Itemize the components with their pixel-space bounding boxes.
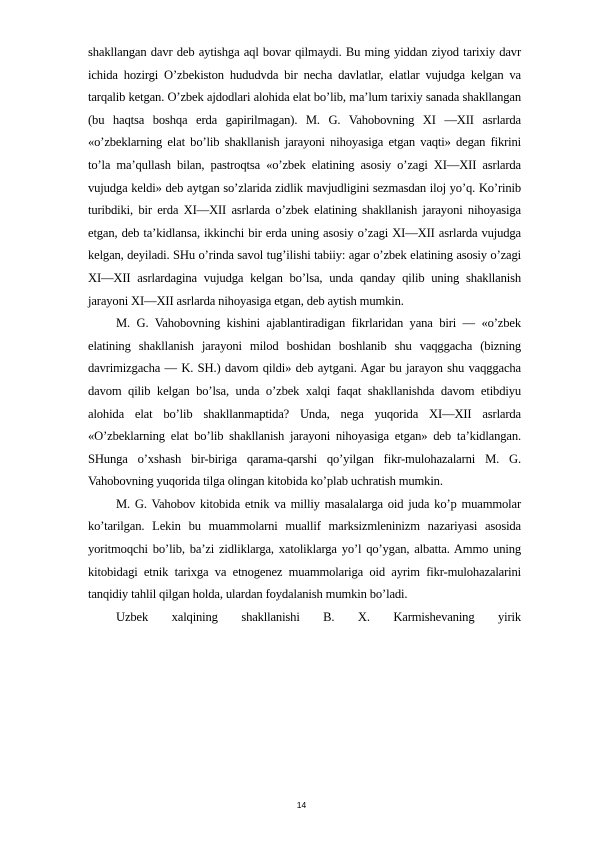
- paragraph-4: Uzbek xalqining shakllanishi B. X. Karmishevaning yirik: [116, 609, 521, 624]
- paragraph-1: shakllangan davr deb aytishga aql bovar qilmaydi. Bu ming yiddan ziyod tarixiy davr ichida hozirgi O’zbekiston hududvda bir necha davlatlar, elatlar vujudga kelgan va tarqalib ketgan. O’zbek ajdodlari alohida elat bo’lib, ma’lum tarixiy sanada shakllangan (bu haqtsa boshqa erda gapirilmagan). M. G. Vahobovning XI —XII asrlarda «o’zbeklarning elat bo’lib shakllanish jarayoni nihoyasiga etgan vaqti» degan fikrini to’la ma’qullash bilan, pastroqtsa «o’zbek elatining asosiy o’zagi XI—XII asrlarda vujudga keldi» deb aytgan so’zlarida zidlik mavjudligini sezmasdan iloj yo’q. Ko’rinib turibdiki, bir erda XI—XII asrlarda o’zbek elatining shakllanish jarayoni nihoyasiga etgan, deb ta’kidlansa, ikkinchi bir erda uning asosiy o’zagi XI—XII asrlarda vujudga kelgan, deyiladi. SHu o’rinda savol tug’ilishi tabiiy: agar o’zbek elatining asosiy o’zagi XI—XII asrlardagina vujudga kelgan bo’lsa, unda qanday qilib uning shakllanish jarayoni XI—XII asrlarda nihoyasiga etgan, deb aytish mumkin.: [88, 45, 521, 308]
- page-number: 14: [296, 800, 307, 810]
- paragraph-3: M. G. Vahobov kitobida etnik va milliy masalalarga oid juda ko’p muammolar ko’tarilgan. Lekin bu muammolarni muallif marksizmleninizm nazariyasi asosida yoritmoqchi bo’lib, ba’zi zidliklarga, xatoliklarga yo’l qo’ygan, albatta. Ammo uning kitobidagi etnik tarixga va etnogenez muammolariga oid ayrim fikr-mulohazalarini tanqidiy tahlil qilgan holda, ulardan foydalanish mumkin bo’ladi.: [88, 496, 521, 602]
- body-text: [88, 41, 521, 628]
- paragraph-2: M. G. Vahobovning kishini ajablantiradigan fikrlaridan yana biri — «o’zbek elatining shakllanish jarayoni milod boshidan boshlanib shu vaqggacha (bizning davrimizgacha — K. SH.) davom qildi» deb aytgani. Agar bu jarayon shu vaqggacha davom qilib kelgan bo’lsa, unda o’zbek xalqi faqat shakllanishda davom etibdiyu alohida elat bo’lib shakllanmaptida? Unda, nega yuqorida XI—XII asrlarda «O’zbeklarning elat bo’lib shakllanish jarayoni nihoyasiga etgan» deb ta’kidlangan. SHunga o’xshash bir-biriga qarama-qarshi qo’yilgan fikr-mulohazalarni M. G. Vahobovning yuqorida tilga olingan kitobida ko’plab uchratish mumkin.: [88, 316, 521, 489]
